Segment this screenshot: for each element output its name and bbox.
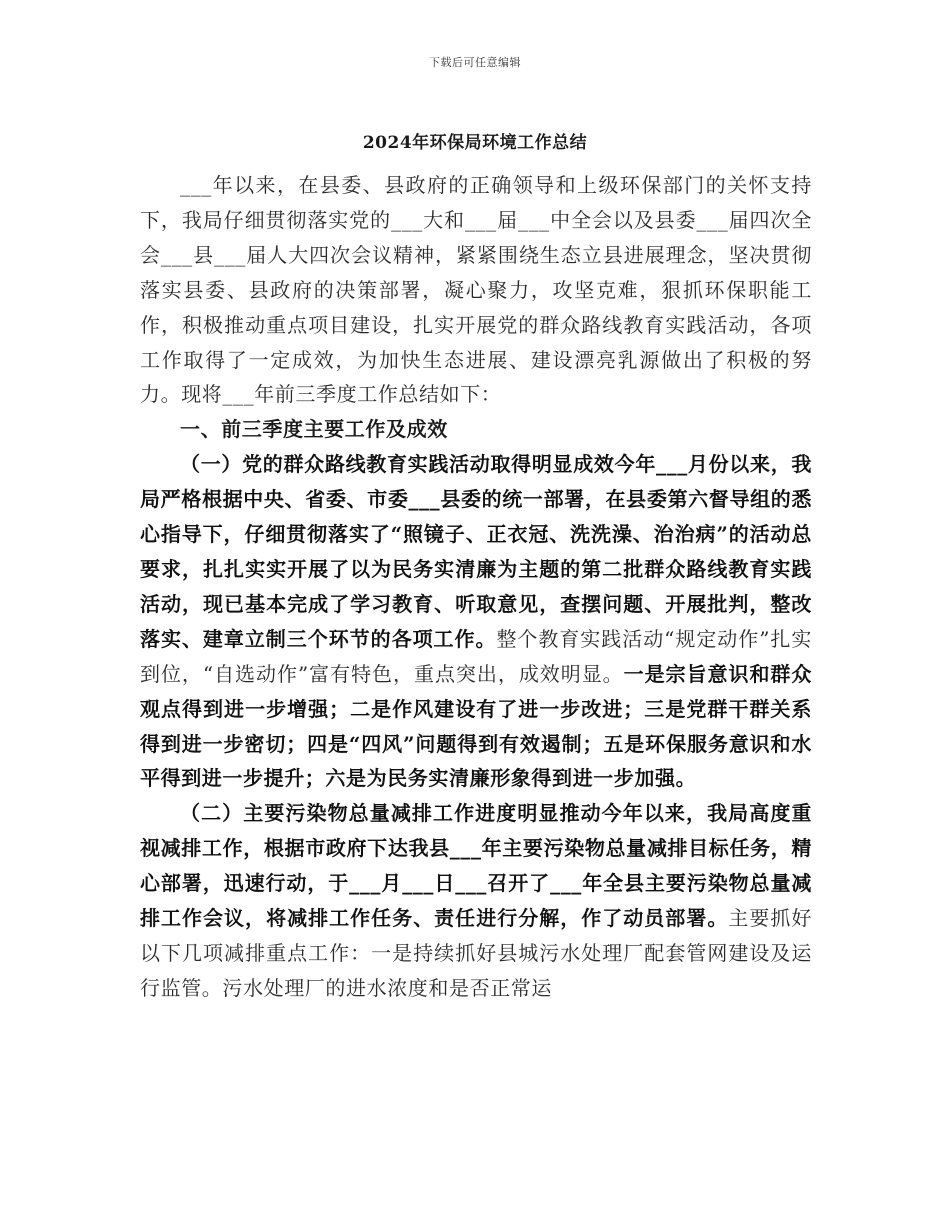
document-body: [140, 168, 812, 1006]
paragraph-campaign-normal: 整个教育实践活动“规定动作”扎实到位，“自选动作”富有特色，重点突出，成效明显。: [140, 626, 812, 686]
document-title: 2024年环保局环境工作总结: [362, 133, 588, 153]
paragraph-campaign-bold-tail: 一是宗旨意识和群众观点得到进一步增强；二是作风建设有了进一步改进；三是党群干群关系得到进一步密切；四是“四风”问题得到有效遏制；五是环保服务意识和水平得到进一步提升；六是为民务实清廉形象得到进一步加强。: [140, 661, 812, 791]
paragraph-emission-normal: 主要抓好以下几项减排重点工作：一是持续抓好县城污水处理厂配套管网建设及运行监管。污水处理厂的进水浓度和是否正常运: [140, 906, 812, 1000]
paragraph-campaign: [140, 447, 812, 796]
section-heading: 一、前三季度主要工作及成效: [180, 417, 448, 442]
paragraph-campaign-bold: （一）党的群众路线教育实践活动取得明显成效今年___月份以来，我局严格根据中央、省委、市委___县委的统一部署，在县委第六督导组的悉心指导下，仔细贯彻落实了“照镜子、正衣冠、洗洗澡、治治病”的活动总要求，扎扎实实开展了以为民务实清廉为主题的第二批群众路线教育实践活动，现已基本完成了学习教育、听取意见，查摆问题、开展批判，整改落实、建章立制三个环节的各项工作。: [140, 452, 812, 651]
download-note: 下载后可任意编辑: [429, 56, 521, 69]
paragraph-emission-reduction: [140, 796, 812, 1005]
paragraph-emission-bold: （二）主要污染物总量减排工作进度明显推动今年以来，我局高度重视减排工作，根据市政府下达我县___年主要污染物总量减排目标任务，精心部署，迅速行动，于___月___日___召开了___年全县主要污染物总量减排工作会议，将减排工作任务、责任进行分解，作了动员部署。: [140, 801, 812, 931]
intro-paragraph: ___年以来，在县委、县政府的正确领导和上级环保部门的关怀支持下，我局仔细贯彻落实党的___大和___届___中全会以及县委___届四次全会___县___届人大四次会议精神，紧紧围绕生态立县进展理念，坚决贯彻落实县委、县政府的决策部署，凝心聚力，攻坚克难，狠抓环保职能工作，积极推动重点项目建设，扎实开展党的群众路线教育实践活动，各项工作取得了一定成效，为加快生态进展、建设漂亮乳源做出了积极的努力。现将___年前三季度工作总结如下：: [140, 173, 812, 407]
